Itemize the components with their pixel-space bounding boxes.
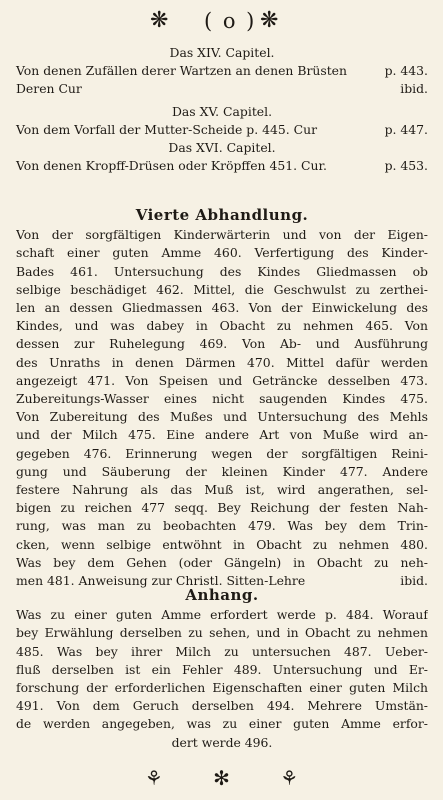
text-line: Von Zubereitung des Mußes und Untersuchung des Mehls: [16, 409, 428, 425]
chapter-title: Das XV. Capitel.: [171, 103, 273, 119]
text-line: Zubereitungs-Wasser eines nicht saugenden Kindes 475.: [16, 391, 428, 407]
abhandlung-section: [16, 206, 428, 590]
page-header: [0, 6, 443, 40]
text-line: Bades 461. Untersuchung des Kindes Gliedmassen ob: [16, 263, 428, 279]
text-line: dert werde 496.: [171, 734, 273, 750]
text-line: bigen zu reichen 477 seqq. Bey Reichung der festen Nah-: [16, 500, 428, 516]
section-body: [16, 226, 428, 590]
chapter-entry: [16, 157, 428, 175]
flower-ornament-icon: ⚘: [280, 766, 299, 790]
chapter-entry: [16, 62, 428, 80]
page-footer: [0, 766, 443, 796]
ornament-right-icon: ❋: [260, 8, 279, 33]
text-line: festere Nahrung als das Muß ist, wird angerathen, sel-: [16, 482, 428, 498]
entry-ref: p. 443.: [384, 63, 428, 79]
page-number: ( o ): [204, 9, 257, 33]
text-line: selbige beschädiget 462. Mittel, die Geschwulst zu zerthei-: [16, 281, 428, 297]
entry-text: men 481. Anweisung zur Christl. Sitten-Lehre: [16, 573, 306, 589]
text-line: Was bey dem Gehen (oder Gängeln) in Obacht zu neh-: [16, 554, 428, 570]
ornament-left-icon: ❋: [150, 8, 169, 33]
anhang-section: [16, 586, 428, 752]
entry-text: Von denen Kropff-Drüsen oder Kröpffen 451. Cur.: [16, 158, 327, 174]
entry-ref: p. 453.: [384, 158, 428, 174]
text-line: fluß derselben ist ein Fehler 489. Untersuchung und Er-: [16, 661, 428, 677]
chapter-title: Das XIV. Capitel.: [169, 45, 275, 60]
text-line: Kindes, und was dabey in Obacht zu nehmen 465. Von: [16, 318, 428, 334]
text-line: forschung der erforderlichen Eigenschaften einer guten Milch: [16, 680, 428, 696]
entry-text: Von denen Zufällen derer Wartzen an denen Brüsten: [16, 63, 347, 79]
text-line: 485. Was bey ihrer Milch zu untersuchen 487. Ueber-: [16, 643, 428, 659]
text-line: de werden angegeben, was zu einer guten Amme erfor-: [16, 716, 428, 732]
chapter-entry: [16, 80, 428, 98]
text-line: rung, was man zu beobachten 479. Was bey dem Trin-: [16, 518, 428, 534]
text-line: Von der sorgfältigen Kinderwärterin und von der Eigen-: [16, 227, 428, 243]
text-line: dessen zur Ruhelegung 469. Von Ab- und Ausführung: [16, 336, 428, 352]
text-line: bey Erwählung derselben zu sehen, und in Obacht zu nehmen: [16, 625, 428, 641]
flower-ornament-icon: ⚘: [144, 766, 163, 790]
text-line: 491. Von dem Geruch derselben 494. Mehrere Umstän-: [16, 698, 428, 714]
entry-ref: ibid.: [400, 573, 428, 589]
section-heading: Anhang.: [185, 586, 259, 604]
text-line: angezeigt 471. Von Speisen und Geträncke desselben 473.: [16, 372, 428, 388]
text-line: schaft einer guten Amme 460. Verfertigung des Kinder-: [16, 245, 428, 261]
section-body: [16, 606, 428, 752]
chapter-entry: [16, 121, 428, 139]
chapter-list: [16, 44, 428, 175]
text-line: gegeben 476. Erinnerung wegen der sorgfältigen Reini-: [16, 445, 428, 461]
entry-ref: ibid.: [400, 81, 428, 97]
entry-text: Von dem Vorfall der Mutter-Scheide p. 445. Cur: [16, 121, 317, 137]
entry-text: Deren Cur: [16, 81, 82, 97]
text-line: len an dessen Gliedmassen 463. Von der Einwickelung des: [16, 300, 428, 316]
section-heading: Vierte Abhandlung.: [135, 206, 309, 224]
text-line: cken, wenn selbige entwöhnt in Obacht zu nehmen 480.: [16, 536, 428, 552]
text-line: gung und Säuberung der kleinen Kinder 477. Andere: [16, 463, 428, 479]
text-line: des Unraths in denen Därmen 470. Mittel dafür werden: [16, 354, 428, 370]
text-line: Was zu einer guten Amme erfordert werde p. 484. Worauf: [16, 607, 428, 623]
text-line: und der Milch 475. Eine andere Art von Muße wird an-: [16, 427, 428, 443]
star-ornament-icon: ✻: [213, 766, 230, 790]
chapter-title: Das XVI. Capitel.: [168, 140, 276, 156]
entry-ref: p. 447.: [384, 121, 428, 137]
